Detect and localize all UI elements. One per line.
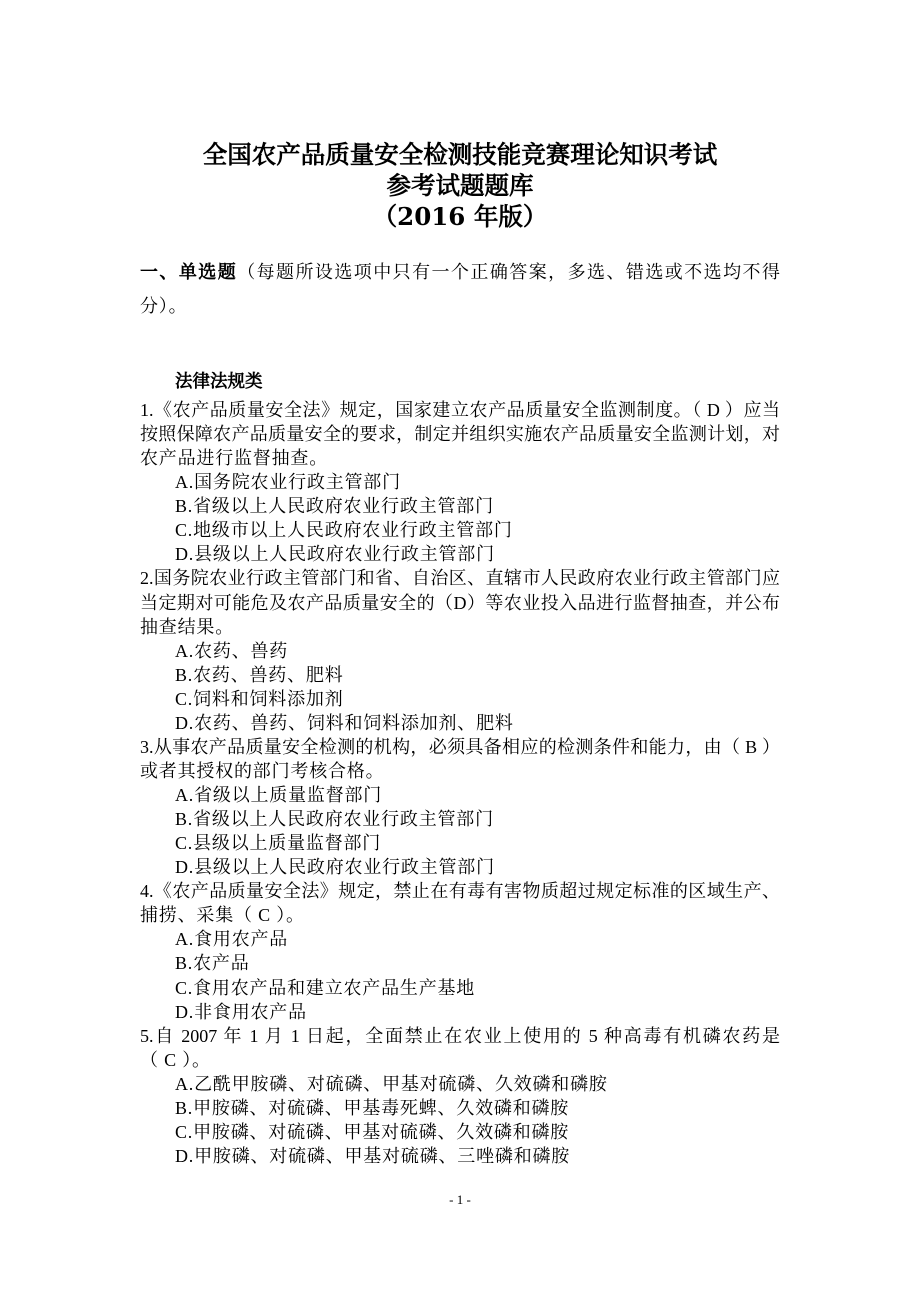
option-d: D.县级以上人民政府农业行政主管部门 xyxy=(175,857,495,878)
question-stem-line: 5.自 2007 年 1 月 1 日起，全面禁止在农业上使用的 5 种高毒有机磷农药是 xyxy=(140,1025,780,1046)
option-c: C.食用农产品和建立农产品生产基地 xyxy=(175,977,476,998)
option-a: A.乙酰甲胺磷、对硫磷、甲基对硫磷、久效磷和磷胺 xyxy=(175,1073,608,1094)
option-d: D.非食用农产品 xyxy=(175,1001,307,1022)
question-item xyxy=(140,398,780,566)
section-label: 一、单选题 xyxy=(140,262,238,282)
question-item xyxy=(140,879,780,1023)
question-stem-line: 农产品进行监督抽查。 xyxy=(140,448,328,469)
section-heading-line xyxy=(140,289,780,323)
question-stem-line: 抽查结果。 xyxy=(140,616,234,637)
option-b: B.省级以上人民政府农业行政主管部门 xyxy=(175,809,494,830)
option-c: C.县级以上质量监督部门 xyxy=(175,833,382,854)
question-item xyxy=(140,1024,780,1168)
question-list xyxy=(140,398,780,1168)
question-stem-line: 捕捞、采集（ C ）。 xyxy=(140,905,305,926)
question-stem-line: 当定期对可能危及农产品质量安全的（D）等农业投入品进行监督抽查，并公布 xyxy=(140,592,780,613)
question-stem-line: 按照保障农产品质量安全的要求，制定并组织实施农产品质量安全监测计划，对 xyxy=(140,424,780,445)
page-number: - 1 - xyxy=(449,1192,471,1207)
option-b: B.农药、兽药、肥料 xyxy=(175,664,344,685)
title-line-edition: （2016 年版） xyxy=(372,202,548,231)
option-b: B.农产品 xyxy=(175,953,250,974)
option-a: A.国务院农业行政主管部门 xyxy=(175,472,401,493)
question-item xyxy=(140,735,780,879)
question-stem-line: 4.《农产品质量安全法》规定，禁止在有毒有害物质超过规定标准的区域生产、 xyxy=(140,881,780,902)
option-b: B.甲胺磷、对硫磷、甲基毒死蜱、久效磷和磷胺 xyxy=(175,1097,570,1118)
option-d: D.甲胺磷、对硫磷、甲基对硫磷、三唑磷和磷胺 xyxy=(175,1145,571,1166)
question-stem-line: 1.《农产品质量安全法》规定，国家建立农产品质量安全监测制度。（ D ）应当 xyxy=(140,400,780,420)
section-instruction: 分）。 xyxy=(140,296,188,316)
question-stem-line: 3.从事农产品质量安全检测的机构，必须具备相应的检测条件和能力，由（ B ） xyxy=(140,736,780,757)
option-c: C.地级市以上人民政府农业行政主管部门 xyxy=(175,520,513,541)
option-a: A.省级以上质量监督部门 xyxy=(175,785,383,805)
section-heading-line xyxy=(140,255,780,289)
option-c: C.饲料和饲料添加剂 xyxy=(175,688,344,709)
section-instruction: （每题所设选项中只有一个正确答案，多选、错选或不选均不得 xyxy=(237,262,780,282)
option-c: C.甲胺磷、对硫磷、甲基对硫磷、久效磷和磷胺 xyxy=(175,1121,570,1142)
question-stem-line: 或者其授权的部门考核合格。 xyxy=(140,760,385,781)
option-b: B.省级以上人民政府农业行政主管部门 xyxy=(175,496,494,517)
title-line-main: 全国农产品质量安全检测技能竞赛理论知识考试 xyxy=(202,140,718,169)
document-title xyxy=(0,139,920,232)
section-heading xyxy=(140,255,780,323)
option-d: D.县级以上人民政府农业行政主管部门 xyxy=(175,544,495,565)
question-item xyxy=(140,566,780,734)
option-a: A.农药、兽药 xyxy=(175,640,289,661)
option-d: D.农药、兽药、饲料和饲料添加剂、肥料 xyxy=(175,712,514,733)
title-line-sub: 参考试题题库 xyxy=(386,171,534,200)
question-stem-line: 2.国务院农业行政主管部门和省、自治区、直辖市人民政府农业行政主管部门应 xyxy=(140,568,780,589)
category-heading: 法律法规类 xyxy=(175,371,263,391)
question-stem-line: （ C ）。 xyxy=(140,1049,211,1070)
option-a: A.食用农产品 xyxy=(175,929,289,950)
